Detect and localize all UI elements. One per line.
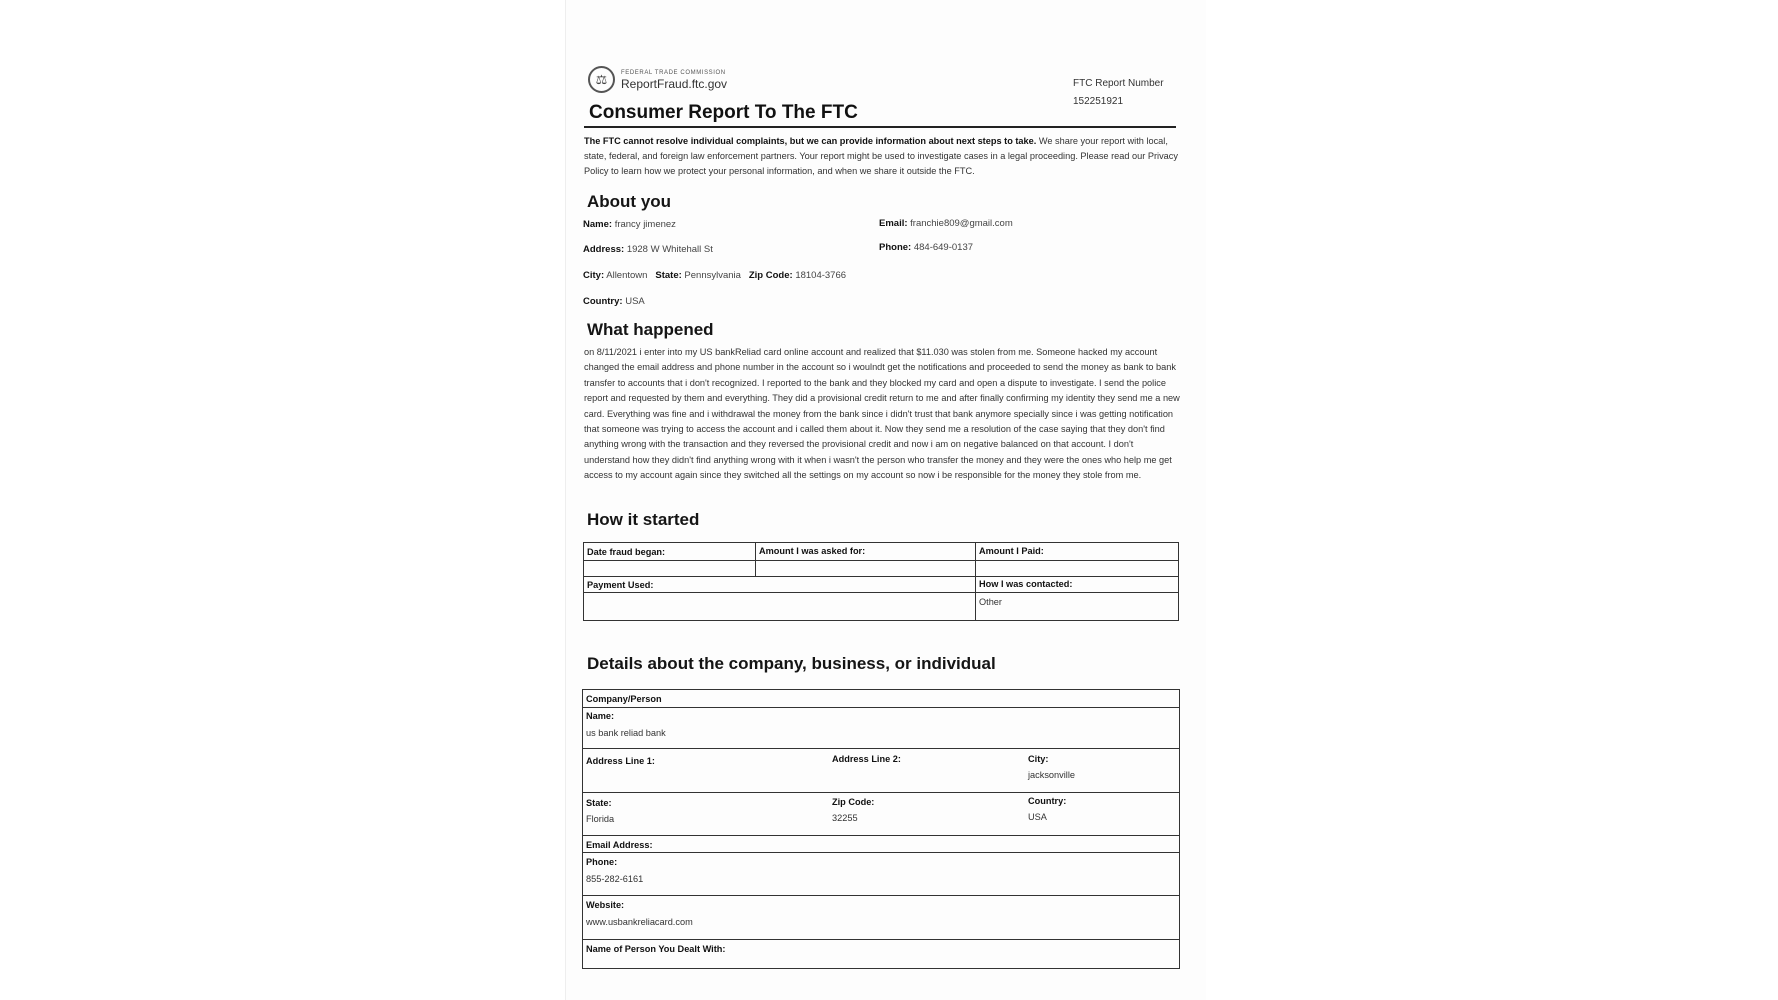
what-happened-heading: What happened [587,320,714,339]
table-row [583,690,1179,708]
how-started-heading: How it started [587,510,700,529]
table-row [584,560,1178,577]
table-row [583,792,1179,836]
date-fraud-label: Date fraud began: [587,547,666,557]
how-started-table [583,542,1179,621]
label: Email: [879,218,908,229]
table-row [584,543,1178,561]
country-value: USA [1028,812,1047,822]
value: 484-649-0137 [913,242,974,253]
address2-label: Address Line 2: [832,754,901,764]
website-label: Website: [586,900,625,910]
intro-bold: The FTC cannot resolve individual complaints, but we can provide information about next steps to take. [584,136,1037,146]
about-address [583,244,713,255]
phone-label: Phone: [586,857,618,867]
state-label: State: [586,798,612,808]
zip-value: 32255 [832,813,858,823]
table-row [583,707,1179,749]
company-heading: Details about the company, business, or individual [587,654,996,673]
label: Phone: [879,242,912,253]
email-label: Email Address: [586,840,653,850]
phone-value: 855-282-6161 [586,874,644,884]
label: Zip Code: [748,270,793,281]
intro-text [584,134,1180,179]
intro-rest: We share your report with local, state, federal, and foreign law enforcement partners. Your report might be used to investigate cases in a legal proceeding. Please read our Privacy Policy to learn how we protect your personal information, and when we share it outside the FTC. [584,136,1178,176]
person-dealt-label: Name of Person You Dealt With: [586,944,726,954]
company-section-label: Company/Person [586,694,662,704]
about-heading: About you [587,192,672,211]
header-divider [584,126,1176,128]
value: Allentown [606,270,648,281]
page-title: Consumer Report To The FTC [589,102,858,123]
label: City: [583,270,605,281]
value: 1928 W Whitehall St [626,244,713,255]
label: Name: [583,219,613,230]
label: Address: [583,244,625,255]
report-number-label: FTC Report Number [1073,78,1164,89]
table-row [583,835,1179,853]
table-row [584,576,1178,593]
state-value: Florida [586,814,615,824]
value: franchie809@gmail.com [910,218,1013,229]
label: Country: [583,296,623,307]
website-value: www.usbankreliacard.com [586,917,693,927]
about-country [583,296,645,307]
payment-used-label: Payment Used: [587,580,654,590]
value: Pennsylvania [684,270,741,281]
about-name [583,219,676,230]
divider [755,543,756,577]
amount-paid-label: Amount I Paid: [979,546,1044,556]
city-value: jacksonville [1028,770,1075,780]
how-contacted-value: Other [979,597,1002,607]
zip-label: Zip Code: [832,797,875,807]
divider [975,543,976,621]
ftc-logo [588,66,727,93]
company-name-value: us bank reliad bank [586,728,666,738]
report-number: 152251921 [1073,96,1124,107]
about-phone [879,242,973,253]
value: USA [625,296,645,307]
company-name-label: Name: [586,711,615,721]
amount-asked-label: Amount I was asked for: [759,546,866,556]
label: State: [655,270,682,281]
country-label: Country: [1028,796,1067,806]
ftc-seal-icon: ⚖ [588,66,615,93]
address1-label: Address Line 1: [586,756,655,766]
site-name: ReportFraud.ftc.gov [621,76,728,91]
city-label: City: [1028,754,1049,764]
company-table [582,689,1180,969]
value: francy jimenez [614,219,676,230]
value: 18104-3766 [795,270,847,281]
table-row [583,852,1179,896]
agency-name: FEDERAL TRADE COMMISSION [621,69,726,76]
about-city-state-zip [583,270,846,281]
how-contacted-label: How I was contacted: [979,579,1073,589]
about-email [879,218,1013,229]
what-happened-text: on 8/11/2021 i enter into my US bankReliad card online account and realized that $11.030 was stolen from me. Someone hacked my account changed the email address and phone number in the account so i woulndt get the notifications and proceeded to send the money as bank to bank transfer to accounts that i don't recognized. I reported to the bank and they blocked my card and open a dispute to investigate. I send the police report and requested by them and everything. They did a provisional credit return to me and after finally confirming my identity they send me a new card. Everything was fine and i withdrawal the money from the bank since i didn't trust that bank anymore specially since i was getting notification that someone was trying to access the account and i called them about it. Now they send me a resolution of the case saying that they don't find anything wrong with the transaction and they reversed the provisional credit and now i am on negative balanced on that account. I don't understand how they didn't find anything wrong with it when i wasn't the person who transfer the money and they were the ones who help me get access to my account again since they switched all the settings on my account so now i be responsible for the money they stole from me. [584,347,1180,481]
